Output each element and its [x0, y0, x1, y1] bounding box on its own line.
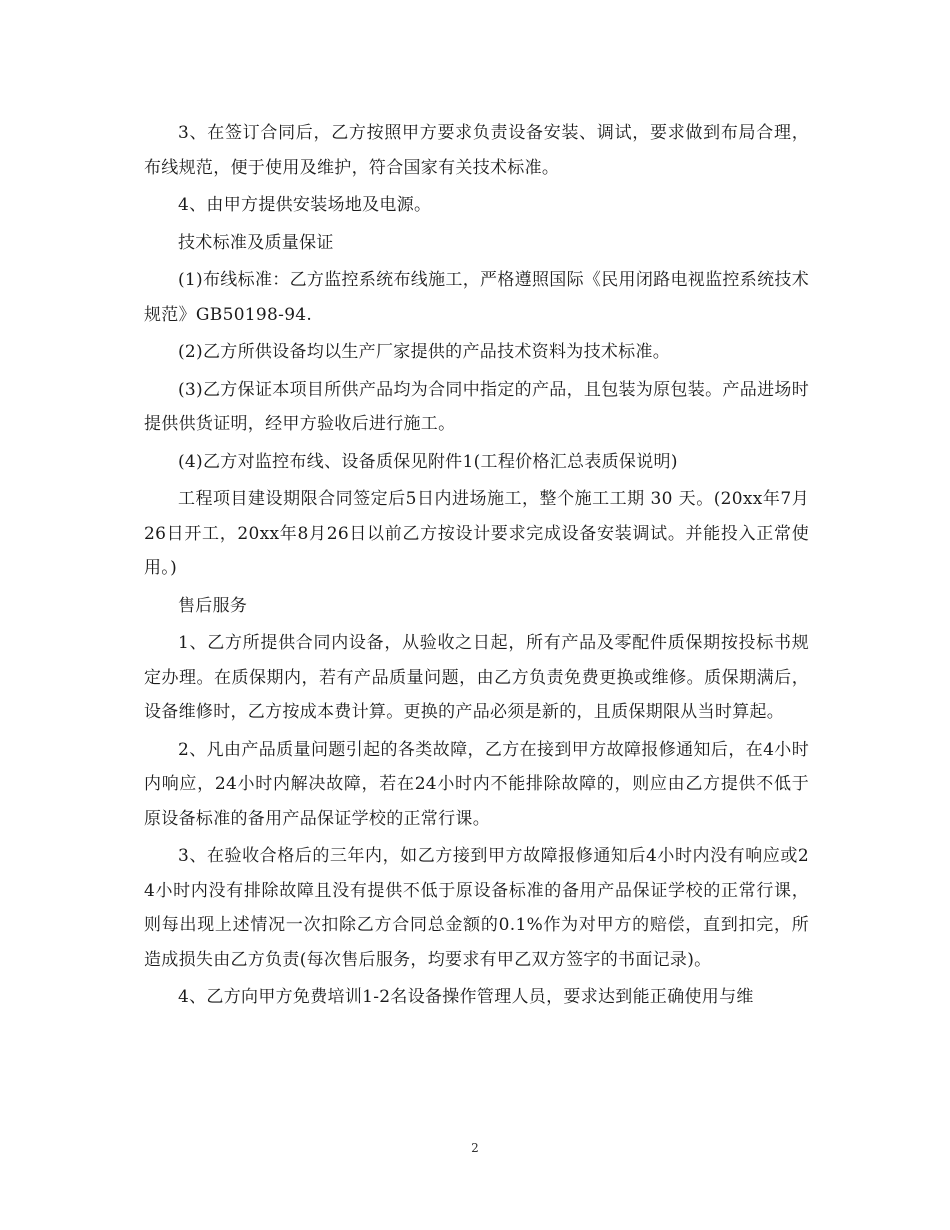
- paragraph-training: 4、乙方向甲方免费培训1-2名设备操作管理人员，要求达到能正确使用与维: [178, 987, 754, 1007]
- paragraph-warranty-attachment: (4)乙方对监控布线、设备质保见附件1(工程价格汇总表质保说明): [178, 451, 678, 472]
- page-number: 2: [471, 1141, 479, 1155]
- paragraph-equipment-standard: (2)乙方所供设备均以生产厂家提供的产品技术资料为技术标准。: [178, 342, 671, 362]
- document-body: [144, 116, 809, 1018]
- section-heading-technical-standards: 技术标准及质量保证: [178, 232, 334, 253]
- paragraph-fault-response: 2、凡由产品质量问题引起的各类故障，乙方在接到甲方故障报修通知后，在4小时内响应，24小时内解决故障，若在24小时内不能排除故障的，则应由乙方提供不低于原设备标准的备用产品保证学校的正常行课。: [144, 739, 809, 829]
- paragraph-construction-period: 工程项目建设期限合同签定后5日内进场施工，整个施工工期 30 天。(20xx年7月26日开工，20xx年8月26日以前乙方按设计要求完成设备安装调试。并能投入正常使用。): [144, 489, 809, 578]
- paragraph-product-guarantee: (3)乙方保证本项目所供产品均为合同中指定的产品，且包装为原包装。产品进场时提供供货证明，经甲方验收后进行施工。: [144, 379, 809, 434]
- section-heading-after-sales: 售后服务: [178, 595, 248, 616]
- paragraph-wiring-standard: (1)布线标准：乙方监控系统布线施工，严格遵照国际《民用闭路电视监控系统技术规范》GB50198-94.: [144, 270, 809, 325]
- paragraph-compensation: 3、在验收合格后的三年内，如乙方接到甲方故障报修通知后4小时内没有响应或24小时内没有排除故障且没有提供不低于原设备标准的备用产品保证学校的正常行课，则每出现上述情况一次扣除乙方合同总金额的0.1%作为对甲方的赔偿，直到扣完，所造成损失由乙方负责(每次售后服务，均要求有甲乙双方签字的书面记录)。: [144, 846, 809, 970]
- paragraph-warranty-terms: 1、乙方所提供合同内设备，从验收之日起，所有产品及零配件质保期按投标书规定办理。在质保期内，若有产品质量问题，由乙方负责免费更换或维修。质保期满后，设备维修时，乙方按成本费计算。更换的产品必须是新的，且质保期限从当时算起。: [144, 633, 809, 722]
- paragraph-installation-debugging: 3、在签订合同后，乙方按照甲方要求负责设备安装、调试，要求做到布局合理，布线规范，便于使用及维护，符合国家有关技术标准。: [144, 123, 809, 178]
- paragraph-site-and-power: 4、由甲方提供安装场地及电源。: [178, 195, 432, 215]
